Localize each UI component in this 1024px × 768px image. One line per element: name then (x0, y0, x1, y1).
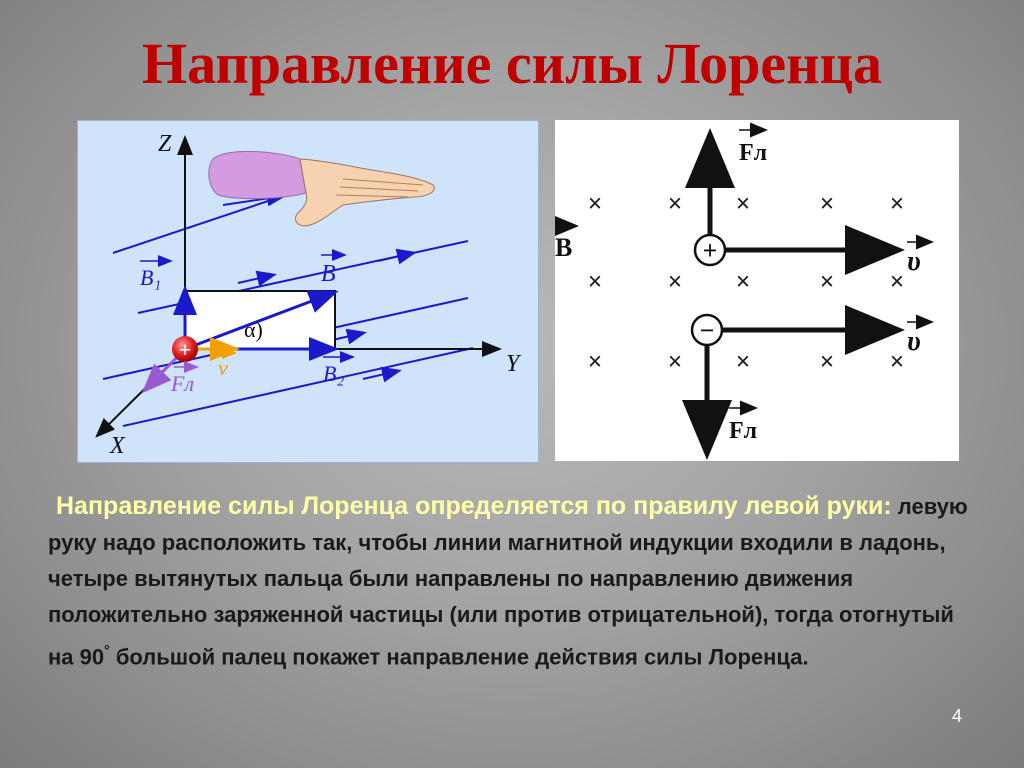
b1-label: B₁ (140, 265, 162, 290)
f-label-group (170, 367, 196, 396)
v-label: v (218, 355, 228, 380)
b2-label: B₂ (323, 361, 345, 386)
cross-mark: × (735, 189, 751, 218)
v-bottom-label-group (907, 322, 931, 357)
cross-mark: × (587, 347, 603, 376)
b2-label-group (323, 357, 352, 386)
cross-mark: × (735, 267, 751, 296)
negative-sign: − (699, 316, 715, 345)
f-bottom-label-group (729, 408, 757, 444)
b-field-label: B (555, 233, 573, 262)
cross-mark: × (889, 189, 905, 218)
left-hand-rule-text (48, 488, 978, 674)
lorentz-3d-diagram (77, 120, 539, 463)
f-label: Fл (171, 371, 195, 396)
v-bottom-label: υ (907, 326, 921, 357)
lorentz-2d-diagram (555, 120, 959, 461)
b-label-group (321, 255, 344, 287)
v-top-label-group (907, 242, 931, 277)
b-label: B (321, 261, 336, 287)
cross-mark: × (889, 267, 905, 296)
rule-highlight: Направление силы Лоренца определяется по правилу левой руки: (56, 492, 892, 520)
positive-sign: + (702, 236, 718, 265)
field-cross-marks (588, 189, 905, 376)
degree-sign: ° (104, 642, 110, 658)
cross-mark: × (735, 347, 751, 376)
cross-mark: × (667, 347, 683, 376)
cross-mark: × (819, 267, 835, 296)
rule-body: левую руку надо расположить так, чтобы линии магнитной индукции входили в ладонь, четыре вытянутых пальца были направлены по направлению движения положительно заряженной частицы (или против отрицательной), тогда отогнутый на 90 (48, 494, 968, 670)
cross-mark: × (587, 267, 603, 296)
v-label-group (215, 353, 234, 380)
page-number: 4 (951, 706, 962, 726)
rule-tail: большой палец покажет направление действия силы Лоренца. (109, 644, 809, 670)
cross-mark: × (889, 347, 905, 376)
f-top-label: Fл (739, 140, 768, 166)
f-bottom-label: Fл (729, 418, 758, 444)
alpha-label: α) (244, 317, 263, 342)
cross-mark: × (667, 267, 683, 296)
v-top-label: υ (907, 246, 921, 277)
axis-y-label: Y (506, 351, 520, 377)
axis-z-label: Z (158, 131, 172, 157)
lorentz-3d-svg (78, 121, 538, 462)
b1-label-group (140, 261, 170, 290)
left-hand-icon (209, 151, 434, 225)
cross-mark: × (819, 347, 835, 376)
axis-x-label: X (110, 433, 125, 459)
cross-mark: × (587, 189, 603, 218)
charge-sign: + (178, 337, 192, 362)
f-top-label-group (739, 130, 767, 166)
lorentz-2d-svg (555, 120, 959, 461)
cross-mark: × (819, 189, 835, 218)
cross-mark: × (667, 189, 683, 218)
slide-title: Направление силы Лоренца (141, 31, 883, 96)
